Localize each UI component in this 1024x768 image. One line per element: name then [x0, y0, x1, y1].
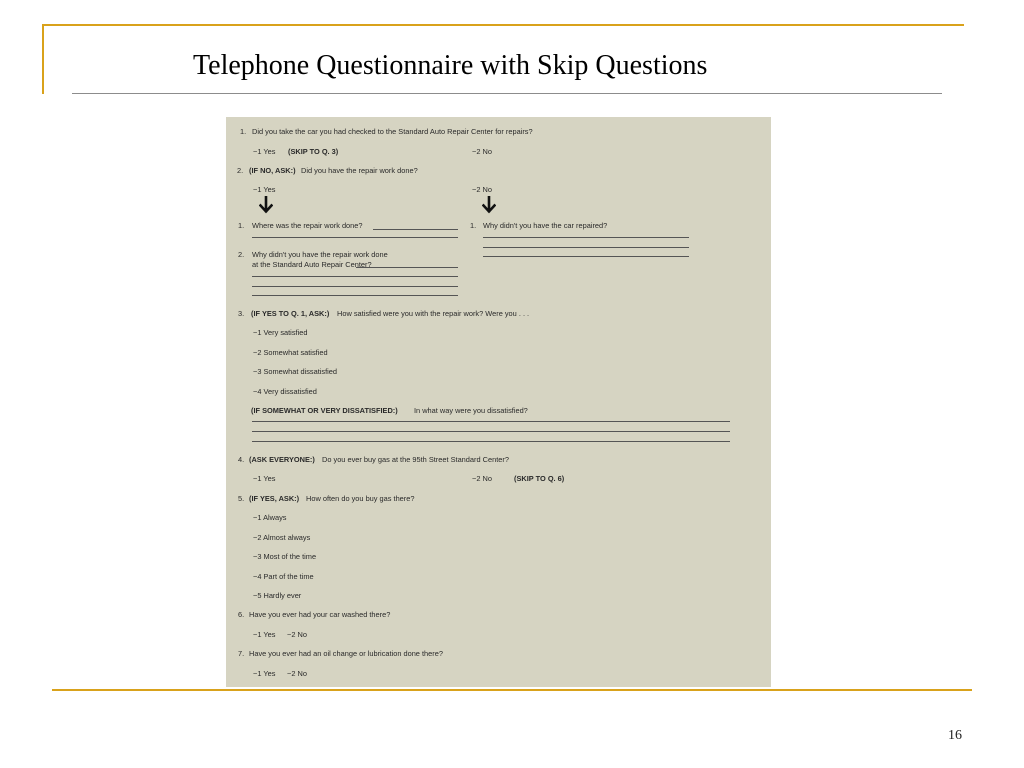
slide-title: Telephone Questionnaire with Skip Questions	[193, 50, 708, 81]
q3-option: −2 Somewhat satisfied	[253, 348, 328, 357]
q7-text: Have you ever had an oil change or lubrication done there?	[249, 649, 443, 658]
answer-line	[356, 267, 458, 268]
q3-instruction: (IF YES TO Q. 1, ASK:)	[251, 309, 330, 318]
q1-number: 1.	[240, 127, 247, 136]
q7-option-no: −2 No	[287, 669, 307, 678]
q7-option-yes: −1 Yes	[253, 669, 276, 678]
frame-left-rule	[42, 24, 44, 94]
q6-text: Have you ever had your car washed there?	[249, 610, 391, 619]
answer-line	[252, 441, 730, 442]
q5-option: −4 Part of the time	[253, 572, 314, 581]
q5-text: How often do you buy gas there?	[306, 494, 415, 503]
answer-line	[252, 286, 458, 287]
down-arrow-icon	[259, 196, 273, 214]
answer-line	[252, 421, 730, 422]
q5-option: −1 Always	[253, 513, 287, 522]
answer-line	[252, 431, 730, 432]
answer-line	[373, 229, 458, 230]
sub-left-q1-num: 1.	[238, 221, 245, 230]
q5-option: −2 Almost always	[253, 533, 311, 542]
q5-option: −5 Hardly ever	[253, 591, 302, 600]
q3-option: −3 Somewhat dissatisfied	[253, 367, 338, 376]
q2-number: 2.	[237, 166, 244, 175]
footer-rule	[52, 689, 972, 691]
q1-option-yes: −1 Yes	[253, 147, 276, 156]
q2-option-yes: −1 Yes	[253, 185, 276, 194]
answer-line	[483, 256, 689, 257]
q1-option-no: −2 No	[472, 147, 492, 156]
page-number: 16	[948, 728, 962, 743]
frame-top-rule	[42, 24, 964, 26]
answer-line	[252, 237, 458, 238]
q3-followup-text: In what way were you dissatisfied?	[414, 406, 528, 415]
q2-option-no: −2 No	[472, 185, 492, 194]
q4-skip-instruction: (SKIP TO Q. 6)	[514, 474, 565, 483]
answer-line	[252, 295, 458, 296]
q3-text: How satisfied were you with the repair work? Were you . . .	[337, 309, 530, 318]
q6-option-no: −2 No	[287, 630, 307, 639]
q2-instruction: (IF NO, ASK:)	[249, 166, 296, 175]
sub-left-q2-num: 2.	[238, 250, 245, 259]
q4-option-no: −2 No	[472, 474, 492, 483]
q3-option: −1 Very satisfied	[253, 328, 308, 337]
answer-line	[483, 237, 689, 238]
q4-instruction: (ASK EVERYONE:)	[249, 455, 315, 464]
title-underline	[72, 93, 942, 94]
q4-option-yes: −1 Yes	[253, 474, 276, 483]
q1-skip-instruction: (SKIP TO Q. 3)	[288, 147, 339, 156]
answer-line	[483, 247, 689, 248]
sub-right-q1-text: Why didn't you have the car repaired?	[483, 221, 608, 230]
q4-number: 4.	[238, 455, 245, 464]
q6-number: 6.	[238, 610, 245, 619]
sub-left-q2-line2: at the Standard Auto Repair Center?	[252, 260, 372, 269]
sub-left-q1-text: Where was the repair work done?	[252, 221, 363, 230]
q3-option: −4 Very dissatisfied	[253, 387, 317, 396]
down-arrow-icon	[482, 196, 496, 214]
q4-text: Do you ever buy gas at the 95th Street Standard Center?	[322, 455, 509, 464]
q6-option-yes: −1 Yes	[253, 630, 276, 639]
q5-number: 5.	[238, 494, 245, 503]
sub-right-q1-num: 1.	[470, 221, 477, 230]
questionnaire-form-image	[226, 117, 771, 687]
q3-followup-instruction: (IF SOMEWHAT OR VERY DISSATISFIED:)	[251, 406, 398, 415]
q2-text: Did you have the repair work done?	[301, 166, 418, 175]
q5-option: −3 Most of the time	[253, 552, 317, 561]
q7-number: 7.	[238, 649, 245, 658]
answer-line	[252, 276, 458, 277]
q5-instruction: (IF YES, ASK:)	[249, 494, 300, 503]
sub-left-q2-line1: Why didn't you have the repair work done	[252, 250, 388, 259]
q3-number: 3.	[238, 309, 245, 318]
q1-text: Did you take the car you had checked to the Standard Auto Repair Center for repairs?	[252, 127, 533, 136]
